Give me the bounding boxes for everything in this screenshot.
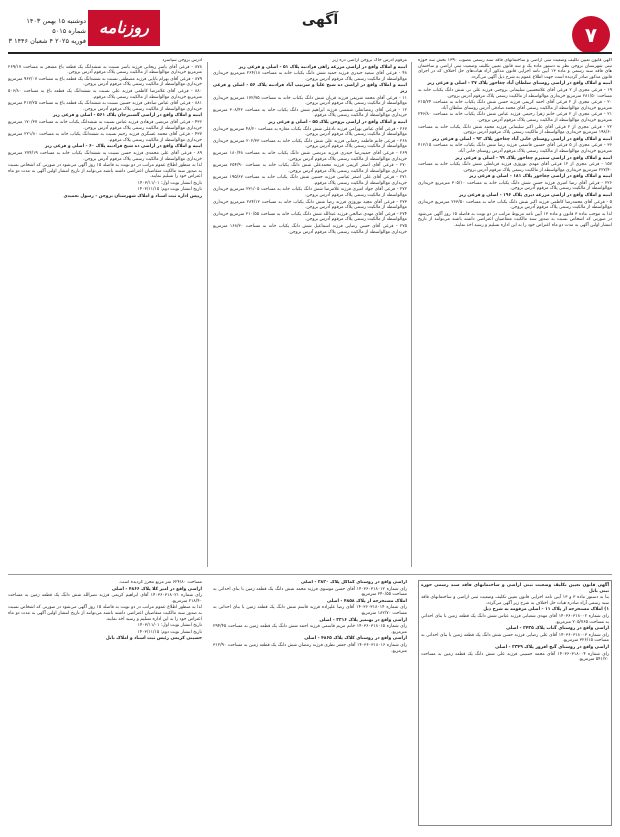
ad-heading: ابنیه و املاک واقع در اراضی مزرعه دیزی پلاک ۱۹۶ - اصلی و فرعی زیر <box>458 193 612 199</box>
ad-heading: اراضی واقع در روستای گنج افروز پلاک ۲۳۴۹ - اصلی <box>495 644 609 650</box>
ad-heading: ابنیه و املاک واقع در اراضی بروجن پلاک ۵۵ - اصلی و فرعی زیر <box>268 119 407 125</box>
section-divider <box>8 574 612 575</box>
ad-heading: ابنیه و املاک واقع در اراضی ده شیخ فرادنبه پلاک ۶۰ - اصلی و فرعی زیر <box>44 144 202 150</box>
ad-paragraph: رای شماره ۱۴۰۳۶۰۳۱۸۰۲۱ آقای ابراهیم کریمی فرزند نصرالله شش دانگ یک قطعه زمین به مساحت ۲۱۸/۴۰ مترمربع. <box>8 593 202 604</box>
ad-paragraph: تاریخ انتشار نوبت دوم: ۱۴۰۳/۱۱/۱۵ <box>137 629 202 635</box>
ad-paragraph: ۲۷۴ - فرعی آقای مهدی صالحی فرزند عبدالله شش دانگ یکباب خانه به مساحت ۲۱۰/۵۵ مترمربع خریداری مع‌الواسطه از مالکیت رسمی پلاک مرقوم آدرس بروجن. <box>213 211 407 223</box>
ad-heading: ابنیه و املاک واقع در اراضی روستای سلطان آباد چغاخور پلاک ۲۷ - اصلی و فرعی زیر <box>427 81 612 87</box>
ad-heading: ابنیه و املاک واقع در اراضی چغاخور پلاک ۱۸۱ - اصلی و فرعی زیر <box>469 174 612 180</box>
ad-paragraph: بنا به دستور ماده ۳ و ۱۳ آیین نامه اجرایی قانون تعیین تکلیف وضعیت ثبتی اراضی و ساختمانهای فاقد سند رسمی آراء صادره هیات حل اختلاف به شرح زیر آگهی می‌گردد. <box>421 595 609 606</box>
ad-heading: ابنیه و املاک واقع در اراضی گشنیزجان پلاک ۵۶۱ - اصلی و فرعی زیر <box>52 113 202 119</box>
ad-heading: اراضی واقع در روستای کماکل پلاک ۲۸۲۰ - اصلی <box>300 580 407 585</box>
ad-paragraph: ۲۷۱ - فرعی آقای علی اصغر عباسی فرزند حسین شش دانگ یکباب خانه به مساحت ۱۹۵/۶۷ مترمربع خریداری مع‌الواسطه از مالکیت رسمی پلاک مرقوم. <box>213 175 407 186</box>
ad-heading: ابنیه و املاک واقع در اراضی مزرعه راهی فرادنبه پلاک ۵۱ - اصلی و فرعی زیر <box>238 64 407 70</box>
ad-paragraph: لذا به موجب ماده ۳ قانون و ماده ۱۳ آیین نامه مربوط مراتب در دو نوبت به فاصله ۱۵ روز آگهی می‌شود در صورتی که اشخاص نسبت به صدور سند مالکیت متقاضیان اعتراضی داشته باشند می‌توانند از تاریخ انتشار اولین آگهی به مدت دو ماه اعتراض خود را به این اداره تسلیم و رسید اخذ نمایند. <box>418 211 612 229</box>
ad-paragraph: ۳۶ - فرعی مجزی از ۵ فرعی آقای حسین قاسمی فرزند رضا شش دانگ یکباب خانه به مساحت ۴۱۲/۱۵ مترمربع خریداری مع‌الواسطه از مالکیت رسمی پلاک مرقوم آدرس روستای خانی آباد. <box>418 143 612 154</box>
ad-paragraph: رای شماره ۱۴۰۳۶۰۳۱۸۰۰۳ آقای علی رضایی فرزند حسن شش دانگ یک قطعه زمین با بنای احداثی به مساحت ۳۲۶/۱۵ مترمربع. <box>421 632 609 644</box>
bottom-column-right <box>418 580 612 826</box>
issue-dates <box>8 16 86 46</box>
section-title: آگهی <box>301 12 339 28</box>
ad-paragraph: ۴۳۶ - فرعی آقای مرتضی فرهادی فرزند عباس نسبت به ششدانگ یکباب خانه به مساحت ۱۷۰/۳۷ مترمربع خریداری مع‌الواسطه از مالکیت رسمی پلاک مرقوم آدرس بروجن. <box>8 119 202 131</box>
ads-body <box>8 58 612 828</box>
newspaper-logo: روزنامه پیشرو <box>88 10 160 46</box>
ad-heading: اراضی واقع در روستای کلاک پلاک ۴۸۶۵ - اصلی <box>304 636 407 642</box>
ad-heading: ابنیه و املاک واقع در اراضی روستای خانی آباد چغاخور پلاک ۹۲ - اصلی و فرعی زیر <box>432 136 612 142</box>
ad-heading: املاک مستخرجه از پلاک ۴۸۵۸ - اصلی <box>327 598 407 604</box>
ad-paragraph: تاریخ انتشار نوبت اول: ۱۴۰۳/۱۱/۰۱ <box>137 180 202 186</box>
ad-paragraph: ۲۷۰ - فرعی آقای اصغر کریمی فرزند محمدعلی شش دانگ یکباب خانه به مساحت ۲۵۴/۹۰ مترمربع خریداری مع‌الواسطه از مالکیت رسمی پلاک مرقوم آدرس بروجن. <box>213 163 407 174</box>
ad-paragraph: آگهی قانون تعیین تکلیف وضعیت ثبتی اراضی و ساختمانهای فاقد سند رسمی مصوب ۱۳۹۰ بخش سه حوزه ثبتی شهرستان بروجن نظر به دستور ماده یک و سه قانون تعیین تکلیف وضعیت ثبتی اراضی و ساختمان های فاقد سند رسمی و ماده ۱۳ آیین نامه اجرایی قانون مذکور آراء هیات‌های حل اختلاف که در اجرای قانون مذکور صادر گردیده است جهت اطلاع عموم به شرح ذیل آگهی می‌گردد. <box>418 58 612 80</box>
column-divider <box>207 62 208 567</box>
ad-paragraph: تاریخ انتشار نوبت دوم: ۱۴۰۳/۱۱/۱۵ <box>137 187 202 193</box>
ad-paragraph: ۸۷۸ - فرعی آقای یاسر ریحانی فرزند یاسر نسبت به ششدانگ یک قطعه باغ مشجر به مساحت ۲۶۹/۱۷ مترمربع خریداری مع‌الواسطه از مالکیت رسمی پلاک مرقوم آدرس بروجن. <box>8 64 202 76</box>
ad-paragraph: رای شماره ۱۴۰۳۶۰۳۱۸۰۱۴ آقای رضا علیزاده فرزند قاسم شش دانگ یک قطعه زمین با بنای احداثی به مساحت ۱۸۲/۷۰ مترمربع. <box>213 605 407 616</box>
ad-paragraph: مرقوم آدرس خاک بروجن اراضی دره زیر <box>332 58 407 63</box>
ad-paragraph: رای شماره ۱۴۰۳۶۰۳۱۸۰۱۵ خانم مریم قاسمی فرزند احمد شش دانگ یک قطعه زمین به مساحت ۲۹۴/۴۵ مترمربع. <box>213 624 407 635</box>
column-right <box>418 58 612 568</box>
header-rule <box>8 52 612 54</box>
ad-paragraph: رای شماره ۱۴۰۳۶۰۳۱۸۰۰۴ آقای محمد حسینی فرزند علی شش دانگ یک قطعه زمین به مساحت ۵۴۱/۲۰ مترمربع. <box>421 651 609 663</box>
ad-paragraph: تاریخ انتشار نوبت اول: ۱۴۰۳/۱۱/۰۱ <box>137 623 202 629</box>
ad-paragraph: ۲۱ - فرعی مجزی از ۲ فرعی خانم زهرا رحیمی فرزند عباس شش دانگ یکباب خانه به مساحت ۲۴۶/۸۰ مترمربع خریداری مع‌الواسطه از مالکیت رسمی پلاک مرقوم آدرس بروجن. <box>418 112 612 123</box>
ad-heading: ۱) املاک مستخرجه از پلاک ۱۱ - اصلی مرقومه به شرح ذیل <box>483 607 609 613</box>
ad-heading: ابنیه و املاک واقع در اراضی ده شیخ علیا و سرتیپ آباد فرادنبه پلاک ۵۶ - اصلی و فرعی زیر <box>213 83 407 94</box>
ad-paragraph: ۴۸ - فرعی آقای سعید حیدری فرزند حمید شش دانگ یکباب خانه به مساحت ۲۶۴/۱۸ مترمربع خریداری مع‌الواسطه از مالکیت رسمی پلاک مرقوم آدرس بروجن. <box>213 71 407 82</box>
ad-heading: اراضی واقع در امیر کلا پلاک ۴۸۶۶ - اصلی <box>111 586 202 592</box>
ad-paragraph: ۱۵۷ - فرعی مجزی از ۱۲ فرعی آقای مهدی نوروزی فرزند قربانعلی شش دانگ یکباب خانه به مساحت ۲۲۷/۴۰ مترمربع خریداری مع‌الواسطه از مالکیت رسمی پلاک مرقوم آدرس بروجن. <box>418 162 612 173</box>
ad-paragraph: ۲۶۹ - فرعی آقای حمیدرضا حیدری فرزند مرتضی شش دانگ یکباب خانه به مساحت ۱۸۰/۴۸ مترمربع خریداری مع‌الواسطه از مالکیت رسمی پلاک مرقوم آدرس بروجن. <box>213 150 407 162</box>
ad-paragraph: ۵ - فرعی آقای محمدرضا کاظمی فرزند اکبر شش دانگ یکباب خانه به مساحت ۲۶۳/۵۰ مترمربع خریداری مع‌الواسطه از مالکیت رسمی پلاک مرقوم آدرس بروجن. <box>418 199 612 211</box>
date-line-2: ۳ فوریه ۲۰۲۵ ۴ شعبان ۱۴۴۶ <box>8 37 86 45</box>
ad-heading: حسینی کریمی رئیس ثبت اسناد و املاک بابل <box>105 636 202 642</box>
ad-paragraph: رای شماره ۱۴۰۳۶۰۳۱۸۰۱۲ آقای حسن موسوی فرزند محمد شش دانگ یک قطعه زمین با بنای احداثی به مساحت ۲۴۰/۵۵ مترمربع. <box>213 586 407 598</box>
ad-heading: اراضی واقع در روستای گتاب پلاک ۲۴۳۵ - اصلی <box>506 626 609 632</box>
ad-paragraph: رای شماره ۱۴۰۳۶۰۳۱۸۰۱۶ آقای جعفر نظری فرزند رمضان شش دانگ یک قطعه زمین به مساحت ۳۱۲/۹۰ مترمربع. <box>213 642 407 654</box>
ad-heading: آگهی قانون تعیین تکلیف وضعیت ثبتی اراضی و ساختمانهای فاقد سند رسمی حوزه ثبتی بابل <box>421 583 609 594</box>
ad-paragraph: ۲۲۶ - فرعی آقای رضا امیری فرزند حسن شش دانگ یکباب خانه به مساحت ۳۰۵/۱۰ مترمربع خریداری مع‌الواسطه از مالکیت رسمی پلاک مرقوم آدرس بروجن. <box>418 180 612 192</box>
column-left <box>8 58 202 568</box>
ad-paragraph: ۲۶۷ - فرعی آقای عباس بهرامی فرزند نادعلی شش دانگ یکباب مغازه به مساحت ۴۸/۲۰ مترمربع خریداری مع‌الواسطه از مالکیت رسمی پلاک مرقوم آدرس بروجن. <box>213 126 407 138</box>
ad-paragraph: لذا به منظور اطلاع عموم مراتب در دو نوبت به فاصله ۱۵ روز آگهی می‌شود در صورتی که اشخاص نسبت به صدور سند مالکیت متقاضیان اعتراضی داشته باشند می‌توانند از تاریخ انتشار اولین آگهی به مدت دو ماه اعتراض خود را به این اداره تسلیم و رسید اخذ نمایند. <box>8 605 202 622</box>
ad-paragraph: ۱۱ - فرعی آقای محمد شریفی فرزند قربان شش دانگ یکباب خانه به مساحت ۱۷۲/۷۵ مترمربع خریداری مع‌الواسطه از مالکیت رسمی پلاک مرقوم آدرس بروجن. <box>213 95 407 107</box>
ad-paragraph: ۸۸۰ - فرعی آقای غلامرضا کاظمی فرزند علی نسبت به ششدانگ یک قطعه باغ به مساحت ۵۰۶/۸۰ مترمربع خریداری مع‌الواسطه از مالکیت رسمی پلاک مرقوم. <box>8 88 202 100</box>
ad-paragraph: ۲۷۲ - فرعی آقای جواد امیری فرزند غلامرضا شش دانگ یکباب خانه به مساحت ۲۳۱/۰۵ مترمربع خریداری مع‌الواسطه از مالکیت رسمی پلاک مرقوم آدرس بروجن. <box>213 187 407 199</box>
ad-paragraph: رای شماره ۱۴۰۳۶۰۳۱۸۰۰۲ آقای مهدی شعبانی فرزند عباس شش دانگ یک قطعه زمین با بنای احداثی به مساحت ۲۰۵/۷۶۵ مترمربع. <box>421 613 610 625</box>
ad-paragraph: ۲۰ - فرعی مجزی از ۲ فرعی آقای احمد کریمی فرزند حسن شش دانگ یکباب خانه به مساحت ۳۱۵/۲۴ مترمربع خریداری مع‌الواسطه از مالکیت رسمی آقای محمد صادقی آدرس روستای سلطان آباد. <box>418 100 612 111</box>
ad-heading: اراضی واقع در بهنمیر پلاک ۳۳۱۶ - اصلی <box>319 617 407 623</box>
ad-paragraph: ۲۶۸ - فرعی خانم فاطمه رحمانی فرزند علی شش دانگ یکباب خانه به مساحت ۲۰۲/۳۳ مترمربع خریداری مع‌الواسطه از مالکیت رسمی پلاک مرقوم آدرس بروجن. <box>213 138 407 150</box>
bottom-column-middle <box>213 580 407 820</box>
column-middle <box>213 58 407 568</box>
ad-paragraph: ۲۲ - فرعی مجزی از ۲ فرعی آقای علی اکبر سلیمانی فرزند محمد شش دانگ یکباب خانه به مساحت ۱۹۸/۶۰ مترمربع خریداری مع‌الواسطه از مالکیت رسمی پلاک مرقوم آدرس بروجن. <box>418 124 612 136</box>
ad-paragraph: ۸۷۹ - فرعی آقای بهرام بابایی فرزند مصطفی نسبت به ششدانگ یک قطعه باغ به مساحت ۹۶۲/۰۷ مترمربع خریداری مع‌الواسطه از مالکیت رسمی پلاک مرقوم آدرس بروجن. <box>8 76 202 88</box>
ad-heading: رییس اداره ثبت اسناد و املاک شهرستان بروجن - رسول تعمیدی <box>63 194 202 200</box>
ad-paragraph: مساحت ۶۲۴/۸۰ متر مربع محرز گردیده است. <box>118 580 202 585</box>
bottom-column-left <box>8 580 202 820</box>
ad-paragraph: ۲۷۵ - فرعی آقای حسن رضایی فرزند اسماعیل شش دانگ یکباب خانه به مساحت ۱۶۸/۳۰ مترمربع خریداری مع‌الواسطه از مالکیت رسمی پلاک مرقوم آدرس بروجن. <box>213 224 407 235</box>
ad-paragraph: ۸۸۱ - فرعی آقای عباس صادقی فرزند حسین نسبت به ششدانگ یک قطعه باغ به مساحت ۴۱۷/۲۵ مترمربع خریداری مع‌الواسطه از مالکیت رسمی پلاک مرقوم آدرس بروجن. <box>8 101 202 112</box>
ad-paragraph: لذا به منظور اطلاع عموم مراتب در دو نوبت به فاصله ۱۵ روز آگهی می‌شود در صورتی که اشخاص نسبت به صدور سند مالکیت متقاضیان اعتراضی داشته باشند می‌توانند از تاریخ انتشار اولین آگهی به مدت دو ماه اعتراض خود را تسلیم نمایند. <box>8 163 202 180</box>
ad-heading: ابنیه و املاک واقع در اراضی سمیرم چغاخور پلاک ۹۹ - اصلی و فرعی زیر <box>455 155 612 161</box>
page-number: ۷ <box>572 16 610 54</box>
ad-paragraph: ۸۹ - فرعی آقای علی محمدی فرزند حسن نسبت به ششدانگ یکباب خانه به مساحت ۲۷۴/۱۹ مترمربع خریداری مع‌الواسطه از مالکیت رسمی پلاک مرقوم آدرس بروجن. <box>8 150 202 162</box>
ad-paragraph: ۱۲ - فرعی آقای رمضانعلی شمسی فرزند ابراهیم شش دانگ یکباب خانه به مساحت ۳۰۸/۴۲ مترمربع خریداری مع‌الواسطه از مالکیت رسمی پلاک مرقوم. <box>213 107 407 119</box>
ad-paragraph: آدرس بروجن سیاسرد <box>162 58 202 63</box>
column-divider <box>411 62 412 567</box>
ad-paragraph: ۱۹ - فرعی مجزی از ۲ فرعی آقای غلامحسین سلیمانی بروجنی فرزند علی تی شش دانگ یکباب خانه به مساحت ۲۸۱/۵۰ مترمربع خریداری مع‌الواسطه از مالکیت رسمی پلاک مرقوم آدرس بروجن. <box>418 87 612 99</box>
date-line-1: دوشنبه ۱۵ بهمن ۱۴۰۳ شماره ۵۰۱۵ <box>26 17 86 35</box>
ad-paragraph: ۴۳۷ - فرعی آقای محمد عسگری فرزند رحیم نسبت به ششدانگ یکباب خانه به مساحت ۲۲۱/۸۰ مترمربع خریداری مع‌الواسطه از مالکیت رسمی پلاک مرقوم. <box>8 132 202 143</box>
ad-paragraph: ۲۷۳ - فرعی آقای مجید نوروزی فرزند رضا شش دانگ یکباب خانه به مساحت ۲۸۴/۱۲ مترمربع خریداری مع‌الواسطه از مالکیت رسمی پلاک مرقوم آدرس بروجن. <box>213 199 407 211</box>
